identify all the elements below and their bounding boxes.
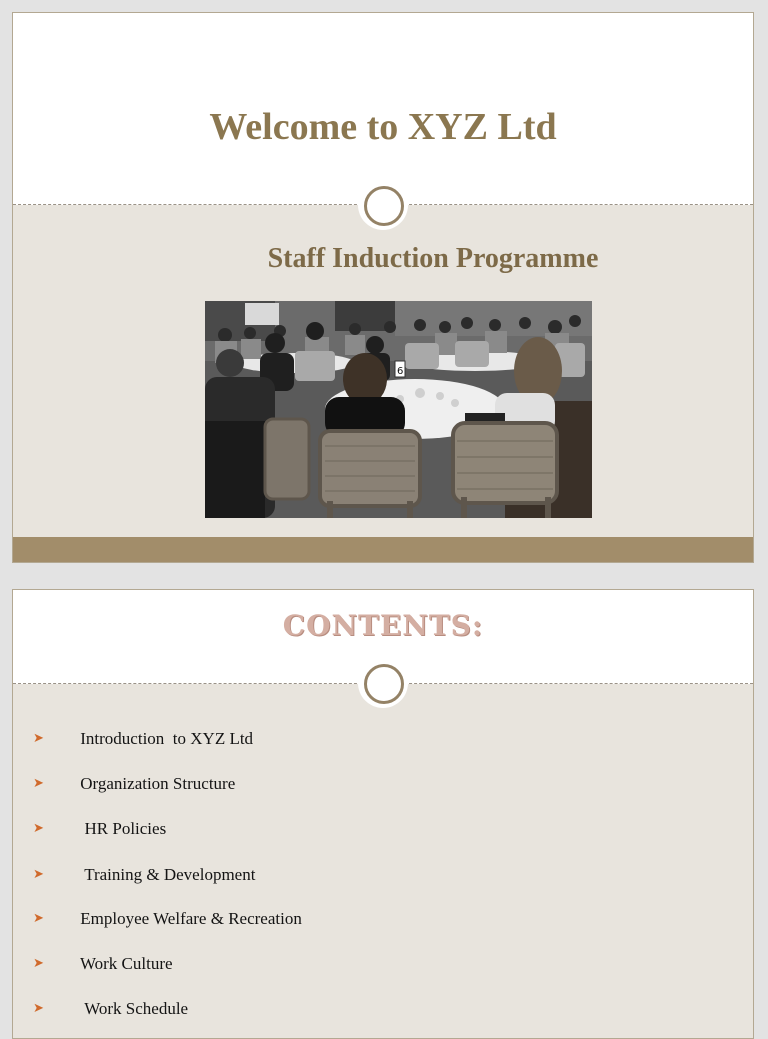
slide-title: Welcome to XYZ Ltd	[209, 106, 557, 148]
list-item	[13, 726, 713, 754]
contents-heading: CONTENTS:	[282, 609, 484, 642]
arrow-bullet-icon: ➤	[33, 911, 44, 926]
list-item	[13, 862, 713, 890]
list-item-label: Employee Welfare & Recreation	[76, 909, 302, 928]
list-item	[13, 816, 713, 844]
arrow-bullet-icon: ➤	[33, 867, 44, 882]
circle-ornament-icon	[358, 180, 408, 230]
slide-subtitle: Staff Induction Programme	[267, 243, 599, 274]
list-item	[13, 996, 713, 1024]
arrow-bullet-icon: ➤	[33, 956, 44, 971]
circle-ornament-icon	[358, 658, 408, 708]
list-item	[13, 771, 713, 799]
list-item-label: Training & Development	[76, 865, 256, 884]
contents-slide	[12, 589, 754, 1039]
list-item	[13, 906, 713, 934]
arrow-bullet-icon: ➤	[33, 821, 44, 836]
list-item-label: Introduction to XYZ Ltd	[76, 729, 254, 748]
list-item-label: Work Culture	[76, 954, 173, 973]
meeting-photo	[205, 301, 592, 518]
list-item-label: HR Policies	[76, 819, 167, 838]
list-item-label: Organization Structure	[76, 774, 236, 793]
list-item	[13, 951, 713, 979]
list-item-label: Work Schedule	[76, 999, 189, 1018]
footer-band	[13, 537, 753, 563]
arrow-bullet-icon: ➤	[33, 1001, 44, 1016]
meeting-photo-illustration	[205, 301, 592, 518]
title-slide	[12, 12, 754, 563]
table-number: 6	[397, 366, 404, 377]
arrow-bullet-icon: ➤	[33, 731, 44, 746]
arrow-bullet-icon: ➤	[33, 776, 44, 791]
